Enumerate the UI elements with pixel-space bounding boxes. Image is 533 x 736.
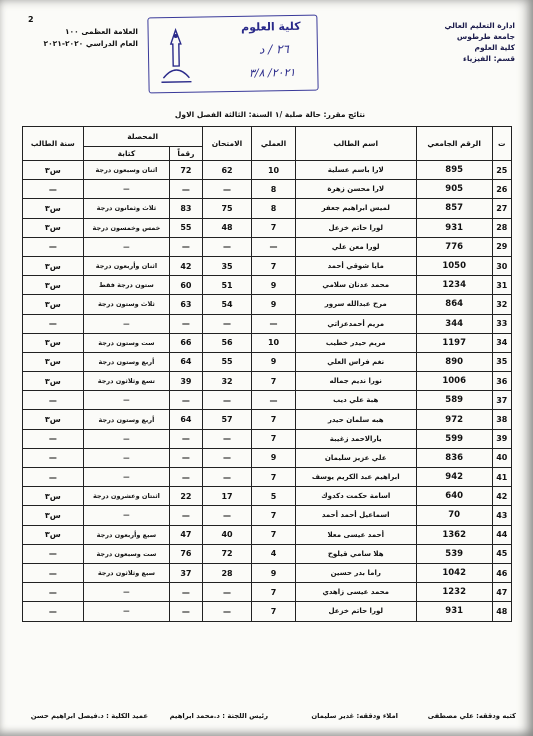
col-header-name: اسم الطالب [295,127,416,161]
cell-seq: 40 [492,448,511,467]
cell-practical: 9 [252,448,295,467]
cell-exam: — [202,391,252,410]
cell-student-name: هبة علي ديب [295,391,416,410]
cell-year: س٣ [23,487,84,506]
cell-exam: 75 [202,199,252,218]
cell-seq: 46 [492,563,511,582]
cell-seq: 32 [492,295,511,314]
cell-practical: 7 [252,583,295,602]
cell-seq: 47 [492,583,511,602]
cell-year: س٣ [23,295,84,314]
stamp-number: ٢٦ / د [258,42,290,57]
cell-student-name: لورا حاتم خزعل [295,602,416,621]
cell-student-name: مريم حيدر خطيب [295,333,416,352]
col-header-practical: العملي [252,127,295,161]
header-line: ادارة التعليم العالي [444,21,515,30]
cell-practical: 9 [252,276,295,295]
cell-exam: — [202,429,252,448]
table-row [23,602,512,621]
cell-total-words: تسع وثلاثون درجة [83,372,170,391]
table-row [23,410,512,429]
cell-total-words: أربع وستون درجة [83,410,170,429]
cell-practical: 5 [252,487,295,506]
cell-practical: 7 [252,525,295,544]
stamp-title: كلية العلوم [240,19,301,34]
cell-year: — [23,180,84,199]
cell-year: س٣ [23,506,84,525]
table-row [23,448,512,467]
cell-student-name: نغم فراس العلي [295,352,416,371]
table-row [23,583,512,602]
cell-total-words: — [83,583,170,602]
cell-practical: 10 [252,333,295,352]
table-row [23,391,512,410]
cell-student-id: 857 [416,199,492,218]
cell-practical: — [252,391,295,410]
academic-year: العام الدراسي ٢٠٢٠-٢٠٢١ [43,39,138,48]
cell-total-num: — [170,602,202,621]
cell-student-id: 70 [416,506,492,525]
cell-student-id: 344 [416,314,492,333]
cell-student-name: اسامة حكمت دكدوك [295,487,416,506]
cell-student-name: مريم أحمدعزاتي [295,314,416,333]
cell-student-id: 1006 [416,372,492,391]
cell-student-id: 640 [416,487,492,506]
cell-year: — [23,544,84,563]
cell-student-id: 864 [416,295,492,314]
max-grade: العلامة العظمى ١٠٠ [64,27,138,36]
grades-table [22,126,512,622]
stamp-date: ٢٠٢١/ ٣/٨ [248,65,296,80]
cell-exam: — [202,314,252,333]
cell-student-name: لورا معن علي [295,237,416,256]
cell-seq: 37 [492,391,511,410]
cell-seq: 26 [492,180,511,199]
table-row [23,352,512,371]
cell-exam: 72 [202,544,252,563]
cell-seq: 29 [492,237,511,256]
cell-total-num: — [170,180,202,199]
cell-total-words: — [83,237,170,256]
table-row [23,506,512,525]
cell-seq: 45 [492,544,511,563]
cell-seq: 43 [492,506,511,525]
cell-total-num: 42 [170,256,202,275]
cell-total-num: 22 [170,487,202,506]
cell-total-words: اثنتان وعشرون درجة [83,487,170,506]
cell-exam: 56 [202,333,252,352]
cell-year: س٣ [23,410,84,429]
cell-total-words: أربع وستون درجة [83,352,170,371]
cell-seq: 30 [492,256,511,275]
cell-total-num: 83 [170,199,202,218]
cell-student-name: محمد عدنان سلامي [295,276,416,295]
table-row [23,256,512,275]
dictated-by: املاء ودققه: غدير سليمان [311,712,398,720]
cell-year: — [23,563,84,582]
cell-total-words: سبع وثلاثون درجة [83,563,170,582]
cell-total-words: — [83,314,170,333]
cell-seq: 27 [492,199,511,218]
cell-student-id: 1197 [416,333,492,352]
cell-exam: 28 [202,563,252,582]
cell-total-words: — [83,602,170,621]
cell-practical: — [252,237,295,256]
cell-seq: 44 [492,525,511,544]
cell-student-id: 776 [416,237,492,256]
cell-total-num: — [170,468,202,487]
cell-student-name: لارا محسن زهرة [295,180,416,199]
cell-total-num: — [170,506,202,525]
cell-student-id: 836 [416,448,492,467]
cell-year: س٣ [23,218,84,237]
cell-total-num: 64 [170,352,202,371]
table-row [23,180,512,199]
typed-by: كتبه ودققه: علي مصطفى [427,712,516,720]
cell-exam: 17 [202,487,252,506]
cell-total-num: 64 [170,410,202,429]
cell-student-name: علي عزيز سليمان [295,448,416,467]
cell-seq: 36 [492,372,511,391]
cell-total-words: سبع وأربعون درجة [83,525,170,544]
cell-exam: 55 [202,352,252,371]
cell-total-words: — [83,448,170,467]
col-header-total: المحصلة [83,127,202,147]
cell-seq: 25 [492,161,511,180]
cell-practical: 7 [252,410,295,429]
cell-practical: 9 [252,295,295,314]
dean: عميد الكلية : د.فيصل ابراهيم حسن [30,712,148,720]
table-row [23,487,512,506]
page-number: 2 [28,15,34,24]
cell-student-id: 599 [416,429,492,448]
cell-student-id: 589 [416,391,492,410]
cell-year: — [23,314,84,333]
cell-student-name: هلا سامي قيلوح [295,544,416,563]
cell-total-num: 55 [170,218,202,237]
cell-practical: 10 [252,161,295,180]
cell-total-words: ثلاث وثمانون درجة [83,199,170,218]
cell-total-num: 76 [170,544,202,563]
cell-year: — [23,448,84,467]
cell-student-id: 905 [416,180,492,199]
cell-seq: 48 [492,602,511,621]
cell-total-num: — [170,314,202,333]
table-row [23,237,512,256]
cell-total-num: 37 [170,563,202,582]
cell-year: — [23,583,84,602]
table-row [23,218,512,237]
table-row [23,276,512,295]
cell-practical: 4 [252,544,295,563]
cell-seq: 34 [492,333,511,352]
university-emblem-icon [157,26,196,87]
cell-exam: 62 [202,161,252,180]
table-row [23,314,512,333]
cell-exam: 51 [202,276,252,295]
cell-student-name: اسماعيل أحمد أحمد [295,506,416,525]
cell-practical: 8 [252,180,295,199]
cell-student-id: 895 [416,161,492,180]
cell-seq: 28 [492,218,511,237]
cell-exam: — [202,468,252,487]
cell-exam: 57 [202,410,252,429]
cell-student-name: لورا حاتم خزعل [295,218,416,237]
cell-student-id: 890 [416,352,492,371]
grades-table-body [23,161,512,622]
cell-total-num: 47 [170,525,202,544]
cell-exam: 54 [202,295,252,314]
table-row [23,525,512,544]
cell-practical: 9 [252,352,295,371]
cell-student-name: راما بدر حسين [295,563,416,582]
cell-practical: 7 [252,256,295,275]
cell-exam: — [202,602,252,621]
cell-student-name: أحمد عيسى معلا [295,525,416,544]
cell-seq: 35 [492,352,511,371]
col-header-id: الرقم الجامعي [416,127,492,161]
cell-year: س٣ [23,525,84,544]
cell-practical: — [252,314,295,333]
cell-practical: 7 [252,602,295,621]
cell-student-id: 1050 [416,256,492,275]
table-row [23,333,512,352]
cell-student-id: 1234 [416,276,492,295]
table-row [23,429,512,448]
cell-seq: 41 [492,468,511,487]
table-row [23,295,512,314]
cell-total-words: — [83,391,170,410]
cell-year: س٣ [23,256,84,275]
cell-student-name: مايا شوقي أحمد [295,256,416,275]
cell-total-num: — [170,237,202,256]
cell-seq: 33 [492,314,511,333]
cell-total-num: — [170,429,202,448]
cell-total-words: اثنان وأربعون درجة [83,256,170,275]
cell-total-words: ست وسبعون درجة [83,544,170,563]
cell-total-num: — [170,448,202,467]
exam-info-header [28,14,138,50]
cell-exam: 48 [202,218,252,237]
cell-exam: — [202,583,252,602]
cell-student-id: 931 [416,218,492,237]
cell-year: — [23,391,84,410]
cell-student-name: نورا نديم جماله [295,372,416,391]
cell-practical: 9 [252,563,295,582]
cell-total-words: ثلاث وستون درجة [83,295,170,314]
cell-student-name: ابراهيم عبد الكريم يوسف [295,468,416,487]
cell-year: س٣ [23,199,84,218]
cell-practical: 8 [252,199,295,218]
cell-year: — [23,602,84,621]
col-header-total-words: كتابة [83,147,170,161]
cell-student-name: يارالاحمد زغيبة [295,429,416,448]
cell-total-num: 39 [170,372,202,391]
cell-student-name: لارا باسم عسلية [295,161,416,180]
col-header-exam: الامتحان [202,127,252,161]
cell-total-num: 72 [170,161,202,180]
cell-year: — [23,237,84,256]
cell-total-words: — [83,180,170,199]
cell-year: — [23,429,84,448]
col-header-year: سنة الطالب [23,127,84,161]
cell-student-id: 1362 [416,525,492,544]
cell-practical: 7 [252,506,295,525]
cell-student-id: 972 [416,410,492,429]
cell-exam: — [202,237,252,256]
cell-total-words: — [83,429,170,448]
signature-footer [20,712,520,726]
cell-year: س٣ [23,161,84,180]
cell-exam: 32 [202,372,252,391]
cell-exam: 40 [202,525,252,544]
institution-header [385,20,515,64]
cell-total-words: اثنان وسبعون درجة [83,161,170,180]
cell-total-num: 63 [170,295,202,314]
cell-practical: 7 [252,468,295,487]
cell-practical: 7 [252,218,295,237]
cell-student-id: 942 [416,468,492,487]
header-line: جامعة طرطوس [456,32,515,41]
cell-practical: 7 [252,429,295,448]
cell-total-num: 66 [170,333,202,352]
cell-total-num: — [170,583,202,602]
col-header-seq: ت [492,127,511,161]
cell-seq: 42 [492,487,511,506]
table-row [23,544,512,563]
table-row [23,563,512,582]
col-header-total-num: رقماً [170,147,202,161]
table-row [23,199,512,218]
cell-year: — [23,468,84,487]
cell-seq: 39 [492,429,511,448]
cell-student-name: لميس ابراهيم جعفر [295,199,416,218]
faculty-stamp [147,15,318,94]
cell-year: س٣ [23,333,84,352]
cell-student-id: 931 [416,602,492,621]
header-line: كلية العلوم [474,43,515,52]
cell-student-name: هبه سلمان حيدر [295,410,416,429]
committee-head: رئيس اللجنة : د.محمد ابراهيم [169,712,268,720]
cell-student-id: 1042 [416,563,492,582]
cell-exam: — [202,506,252,525]
table-row [23,468,512,487]
cell-seq: 38 [492,410,511,429]
cell-exam: 35 [202,256,252,275]
cell-student-id: 539 [416,544,492,563]
cell-year: س٣ [23,372,84,391]
cell-student-id: 1232 [416,583,492,602]
cell-student-name: محمد عيسى زاهدي [295,583,416,602]
cell-total-num: 60 [170,276,202,295]
cell-exam: — [202,180,252,199]
cell-exam: — [202,448,252,467]
cell-seq: 31 [492,276,511,295]
cell-total-words: خمس وخمسون درجة [83,218,170,237]
cell-year: س٣ [23,276,84,295]
cell-total-words: ستون درجة فقط [83,276,170,295]
cell-total-words: — [83,468,170,487]
document-subtitle: نتائج مقرر: حالة صلبة /١ السنة: الثالثة الفصل الاول [174,110,366,119]
cell-practical: 7 [252,372,295,391]
cell-year: س٣ [23,352,84,371]
cell-total-num: — [170,391,202,410]
cell-total-words: ست وستون درجة [83,333,170,352]
header-line: قسم: الفيزياء [462,54,515,63]
cell-total-words: — [83,506,170,525]
table-row [23,372,512,391]
cell-student-name: مرح عبدالله سرور [295,295,416,314]
table-row [23,161,512,180]
